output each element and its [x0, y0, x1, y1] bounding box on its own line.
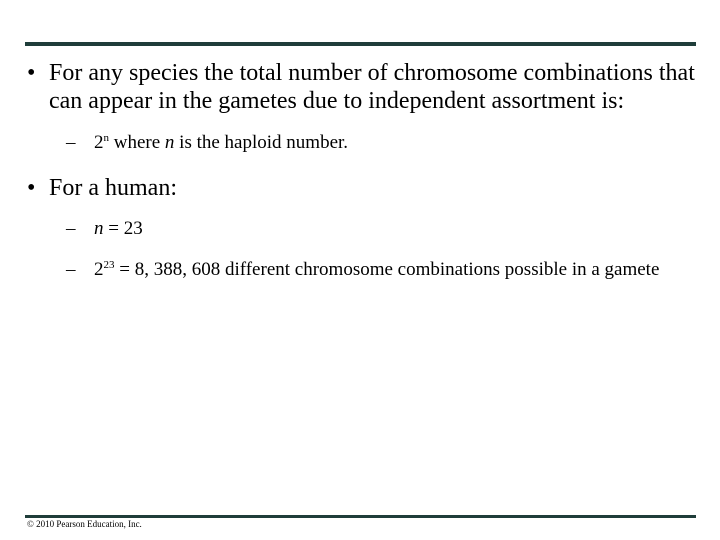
bullet-marker: • — [27, 60, 36, 86]
dash-marker: – — [66, 132, 76, 153]
bullet-text: For a human: — [49, 175, 177, 201]
sub-bullet-rest: is the haploid number. — [179, 132, 349, 153]
variable-n: n — [164, 132, 175, 153]
bottom-rule — [25, 515, 696, 518]
where-word: where — [113, 132, 161, 153]
power-base: 2 — [94, 259, 104, 280]
copyright-footer: © 2010 Pearson Education, Inc. — [27, 519, 142, 529]
dash-marker: – — [66, 218, 76, 239]
sub-bullet-combinations — [66, 258, 659, 282]
variable-n: n — [94, 218, 104, 239]
power-exponent: 23 — [103, 259, 115, 271]
top-rule — [25, 42, 696, 46]
sub-bullet-haploid — [66, 131, 348, 155]
dash-marker: – — [66, 259, 76, 280]
sub-bullet-rest: = 8, 388, 608 different chromosome combinations possible in a gamete — [119, 259, 660, 280]
power-exponent: n — [103, 132, 109, 144]
sub-bullet-n-value — [66, 217, 143, 241]
bullet-point-2 — [27, 174, 707, 202]
bullet-text: For any species the total number of chromosome combinations that can appear in the gametes due to independent assortment is: — [49, 60, 695, 114]
bullet-point-1 — [27, 59, 707, 115]
sub-bullet-rest: = 23 — [108, 218, 143, 239]
bullet-marker: • — [27, 175, 36, 201]
power-base: 2 — [94, 132, 104, 153]
